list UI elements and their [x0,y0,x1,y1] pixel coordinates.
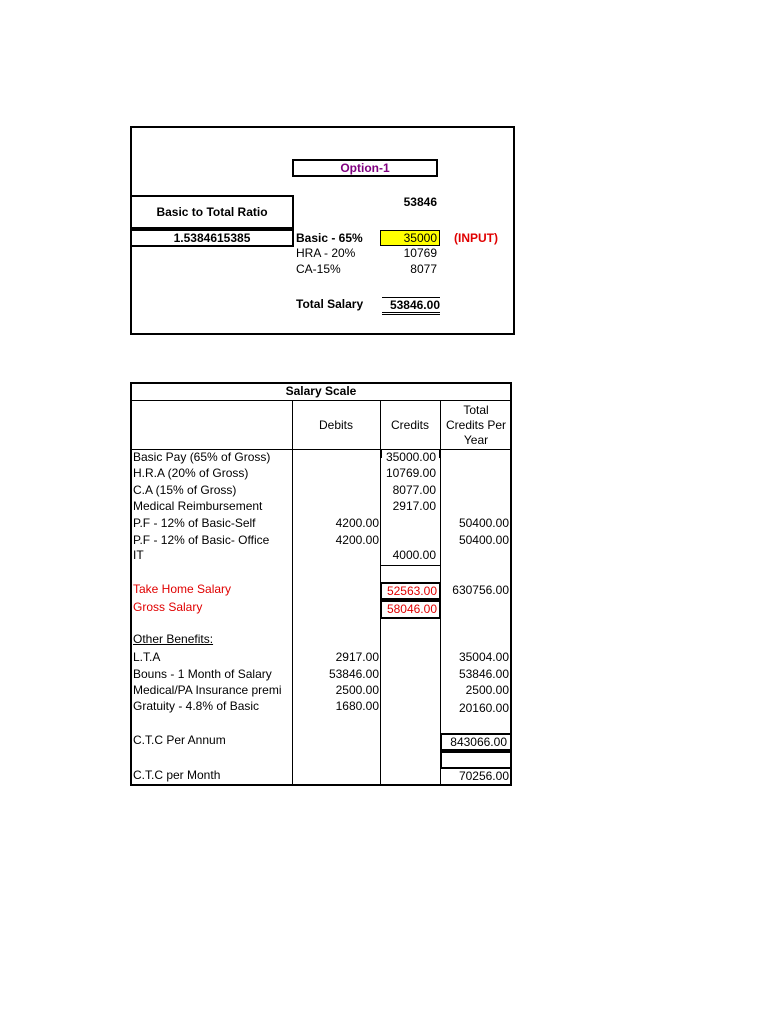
row-label: H.R.A (20% of Gross) [133,466,249,480]
benefit-label: Bouns - 1 Month of Salary [133,667,272,681]
col-header-total-line2: Credits Per [445,418,507,432]
row-credit: 4000.00 [392,548,436,562]
benefit-total: 20160.00 [458,701,509,715]
benefit-label: L.T.A [133,650,161,664]
row-label: C.A (15% of Gross) [133,483,237,497]
ctc-spacer-cell [440,751,512,769]
title-divider [130,400,512,401]
benefit-row [133,682,563,698]
col-header-total-line3: Year [463,433,489,447]
table-title: Salary Scale [285,384,357,398]
table-row [133,547,563,563]
basic-label: Basic - 65% [296,231,363,245]
ctc-month-value: 70256.00 [458,769,509,783]
ctc-annum-label: C.T.C Per Annum [133,733,226,747]
row-total: 50400.00 [458,533,509,547]
row-credit: 10769.00 [385,466,436,480]
total-salary-value: 53846.00 [382,297,440,315]
col-header-credits: Credits [390,418,429,432]
ratio-value: 1.5384615385 [130,229,294,247]
ca-value: 8077 [410,262,437,276]
benefit-debit: 2917.00 [335,650,379,664]
table-row [133,449,563,465]
take-home-label: Take Home Salary [133,582,232,596]
basic-input-cell[interactable]: 35000 [380,230,440,246]
take-home-total: 630756.00 [452,583,509,597]
option-label: Option-1 [292,159,438,177]
benefit-debit: 2500.00 [335,683,379,697]
row-debit: 4200.00 [335,516,379,530]
benefit-label: Gratuity - 4.8% of Basic [133,699,260,713]
gross-salary-credit: 58046.00 [380,600,441,619]
col-header-total-line1: Total [463,403,489,417]
benefit-row [133,649,563,665]
col-header-debits: Debits [318,418,353,432]
table-row [133,465,563,481]
benefit-total: 2500.00 [465,683,509,697]
it-underline [380,565,440,566]
ratio-label: Basic to Total Ratio [130,195,294,229]
gross-salary-label: Gross Salary [133,600,203,614]
row-debit: 4200.00 [335,533,379,547]
row-credit: 8077.00 [392,483,436,497]
ctc-month-label: C.T.C per Month [133,768,221,782]
row-label: P.F - 12% of Basic- Office [133,533,270,547]
row-label: Basic Pay (65% of Gross) [133,450,271,464]
total-salary-label: Total Salary [296,297,364,311]
row-label: Medical Reimbursement [133,499,263,513]
row-label: IT [133,548,144,562]
col-header-total [440,403,512,448]
table-row [133,515,563,531]
gross-value: 53846 [403,195,437,209]
row-credit: 35000.00 [385,450,436,464]
benefit-label: Medical/PA Insurance premi [133,683,282,697]
row-credit: 2917.00 [392,499,436,513]
benefit-debit: 1680.00 [335,699,379,713]
table-row [133,482,563,498]
ca-label: CA-15% [296,262,341,276]
row-total: 50400.00 [458,516,509,530]
other-benefits-heading: Other Benefits: [133,632,214,646]
hra-label: HRA - 20% [296,246,356,260]
take-home-credit: 52563.00 [380,582,441,600]
hra-value: 10769 [403,246,437,260]
row-label: P.F - 12% of Basic-Self [133,516,256,530]
benefit-row [133,698,563,714]
table-row [133,498,563,514]
benefit-debit: 53846.00 [328,667,379,681]
table-row [133,532,563,548]
benefit-total: 53846.00 [458,667,509,681]
benefit-row [133,666,563,682]
ctc-annum-value: 843066.00 [440,733,512,751]
input-note: (INPUT) [454,231,498,245]
benefit-total: 35004.00 [458,650,509,664]
